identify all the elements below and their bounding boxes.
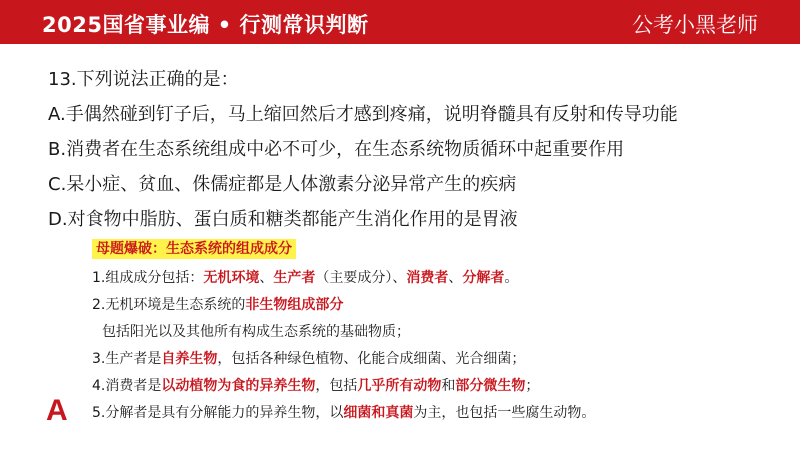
highlight-text: 非生物组成部分: [245, 297, 344, 313]
text-segment: 1.组成成分包括：: [92, 270, 204, 286]
text-segment: ，包括: [315, 378, 358, 394]
question-block: [48, 62, 788, 237]
analysis-line-3: 包括阳光以及其他所有构成生态系统的基础物质；: [102, 324, 410, 340]
option-c: C.呆小症、贫血、侏儒症都是人体激素分泌异常产生的疾病: [48, 174, 517, 195]
highlight-text: 消费者: [406, 270, 449, 286]
text-segment: 、: [259, 270, 274, 286]
text-segment: 、: [448, 270, 463, 286]
analysis-title: 母题爆破：生态系统的组成成分: [92, 239, 296, 259]
analysis-block: [92, 238, 772, 427]
text-segment: ；: [525, 378, 540, 394]
analysis-line-6: [92, 400, 772, 427]
answer-letter: A: [46, 394, 68, 427]
analysis-title-row: [92, 238, 772, 265]
option-a: A.手偶然碰到钉子后，马上缩回然后才感到疼痛，说明脊髓具有反射和传导功能: [48, 104, 678, 125]
highlight-text: 细菌和真菌: [343, 405, 414, 421]
highlight-text: 部分微生物: [455, 378, 526, 394]
highlight-text: 分解者: [462, 270, 505, 286]
text-segment: ，包括各种绿色植物、化能合成细菌、光合细菌；: [217, 351, 526, 367]
highlight-text: 几乎所有动物: [357, 378, 442, 394]
header-brand: 公考小黑老师: [632, 13, 758, 37]
analysis-line-2: [92, 292, 772, 319]
question-stem: 13.下列说法正确的是：: [48, 69, 239, 90]
text-segment: 为主，也包括一些腐生动物。: [413, 405, 596, 421]
option-d: D.对食物中脂肪、蛋白质和糖类都能产生消化作用的是胃液: [48, 209, 518, 230]
header-bar: [0, 0, 800, 44]
analysis-line-1: [92, 265, 772, 292]
highlight-text: 自养生物: [161, 351, 218, 367]
header-title: 2025国省事业编 • 行测常识判断: [42, 13, 369, 37]
text-segment: 5.分解者是具有分解能力的异养生物，以: [92, 405, 344, 421]
highlight-text: 生产者: [273, 270, 316, 286]
highlight-text: 以动植物为食的异养生物: [161, 378, 316, 394]
analysis-line-5: [92, 373, 772, 400]
text-segment: （主要成分）、: [315, 270, 407, 286]
option-b: B.消费者在生态系统组成中必不可少，在生态系统物质循环中起重要作用: [48, 139, 625, 160]
text-segment: 。: [504, 270, 519, 286]
text-segment: 4.消费者是: [92, 378, 162, 394]
text-segment: 2.无机环境是生态系统的: [92, 297, 246, 313]
text-segment: 3.生产者是: [92, 351, 162, 367]
text-segment: 和: [441, 378, 456, 394]
analysis-line-4: [92, 346, 772, 373]
highlight-text: 无机环境: [203, 270, 260, 286]
